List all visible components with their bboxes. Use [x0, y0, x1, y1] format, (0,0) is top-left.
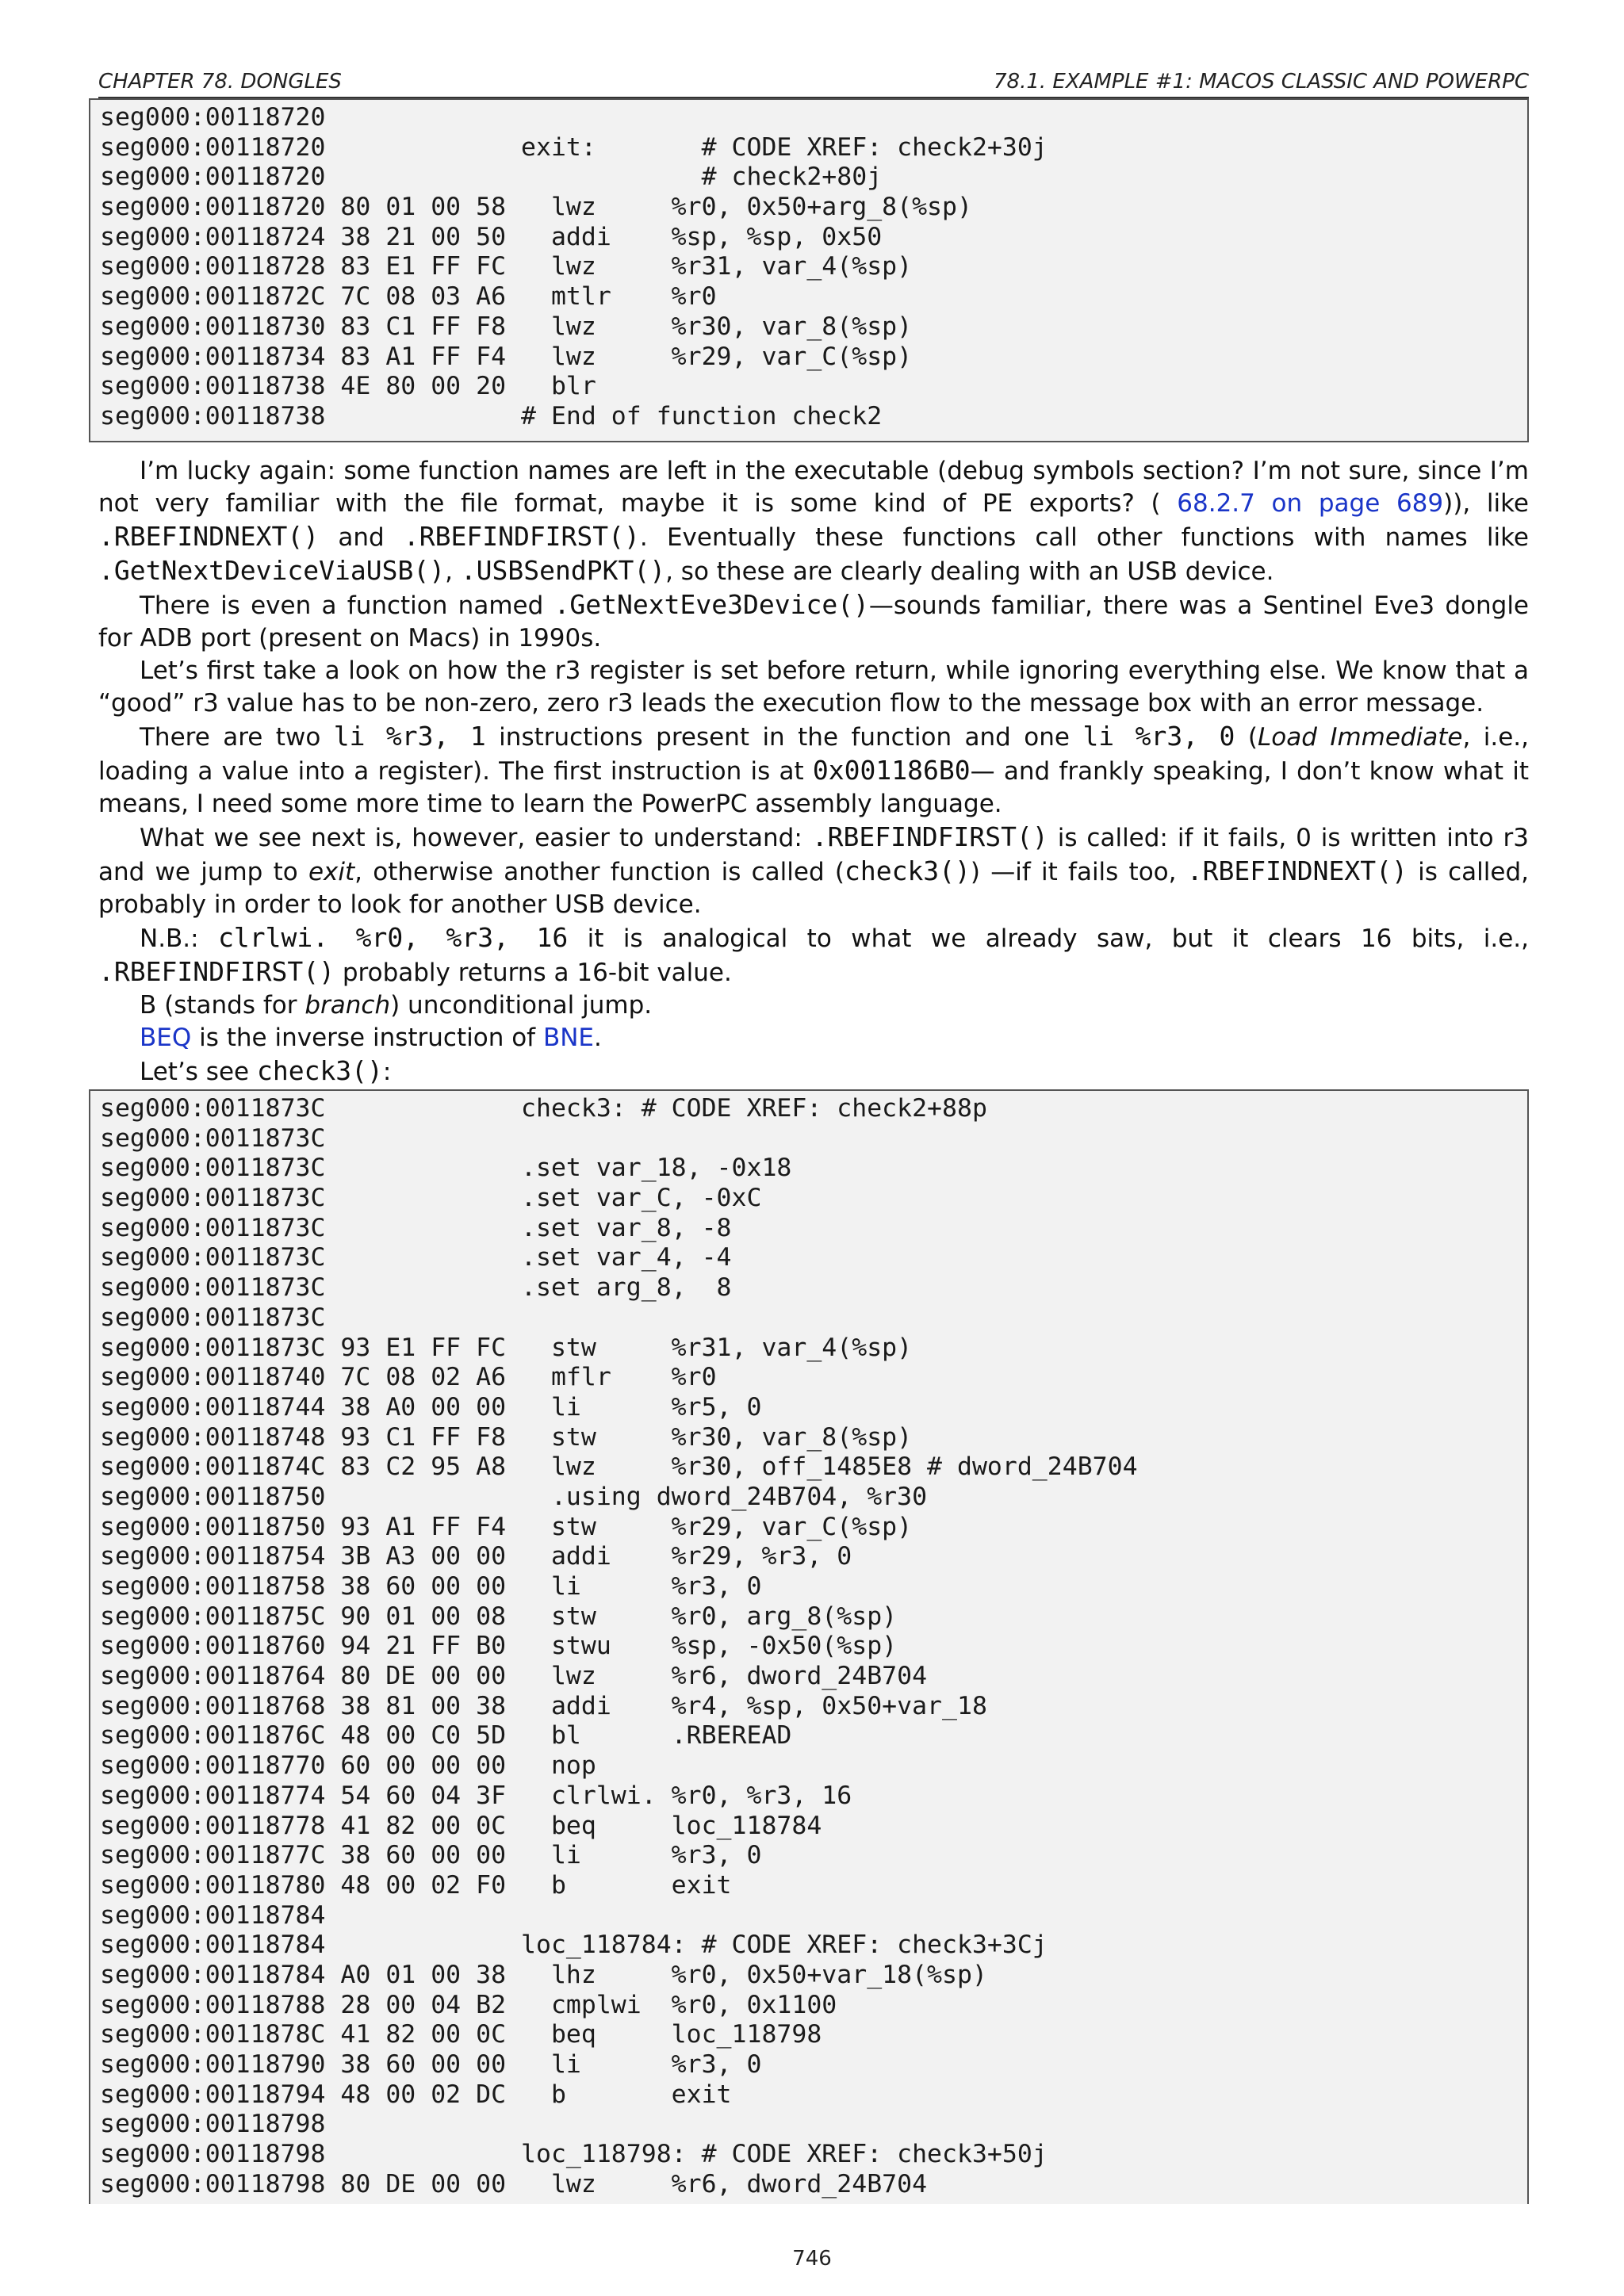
code-line: seg000:00118750 .using dword_24B704, %r30 — [100, 1482, 928, 1511]
text-run: B (stands for — [140, 991, 305, 1020]
text-run: , i.e., loading a value into a register). The first instruction is at — [98, 723, 1530, 786]
code-line: seg000:00118758 38 60 00 00 li %r3, 0 — [100, 1572, 762, 1601]
inline-code: li %r3, 1 — [333, 721, 486, 752]
text-run: Let’s see — [140, 1058, 257, 1086]
page-number: 746 — [792, 2247, 832, 2271]
text-run: )), like — [1443, 489, 1529, 518]
paragraph-eve3 — [98, 588, 1529, 655]
code-line: seg000:00118798 loc_118798: # CODE XREF: check3+50j — [100, 2140, 1048, 2169]
text-run: — and frankly speaking, I don’t know what it means, I need some more time to learn the PowerPC assembly language. — [98, 757, 1529, 818]
text-run: , — [445, 557, 461, 586]
italic-term: exit — [308, 858, 355, 886]
text-run: is called: if it fails, 0 is written into r3 and we jump to — [98, 824, 1530, 886]
paragraph-r3-register: Let’s first take a look on how the r3 register is set before return, while ignoring everything else. We know that a “good” r3 value has to be non-zero, zero r3 leads the execution flow to the message box with an error message. — [98, 656, 1529, 718]
text-run: and — [319, 523, 404, 552]
code-line: seg000:00118788 28 00 04 B2 cmplwi %r0, 0x1100 — [100, 1990, 837, 2019]
code-line: seg000:00118720 exit: # CODE XREF: check2+30j — [100, 132, 1048, 162]
text-run: ) —if it fails too, — [970, 858, 1187, 886]
text-run: ( — [1235, 723, 1258, 752]
code-line: seg000:0011875C 90 01 00 08 stw %r0, arg_8(%sp) — [100, 1601, 898, 1631]
code-line: seg000:00118720 # check2+80j — [100, 163, 883, 192]
code-line: seg000:0011873C .set var_8, -8 — [100, 1213, 732, 1242]
code-line: seg000:00118784 loc_118784: # CODE XREF: check3+3Cj — [100, 1931, 1048, 1960]
text-run: is the inverse instruction of — [191, 1024, 543, 1052]
paragraph-function-names — [98, 455, 1529, 588]
code-line: seg000:00118720 — [100, 103, 326, 132]
code-line: seg000:0011873C .set var_18, -0x18 — [100, 1154, 792, 1183]
code-line: seg000:00118734 83 A1 FF F4 lwz %r29, var_C(%sp) — [100, 342, 913, 371]
text-run: What we see next is, however, easier to understand: — [140, 824, 812, 852]
text-run: ) unconditional jump. — [390, 991, 653, 1020]
code-line: seg000:0011873C .set var_C, -0xC — [100, 1184, 762, 1213]
code-line: seg000:0011873C check3: # CODE XREF: check2+88p — [100, 1094, 987, 1123]
code-line: seg000:00118720 80 01 00 58 lwz %r0, 0x50+arg_8(%sp) — [100, 193, 972, 222]
code-line: seg000:0011873C — [100, 1303, 326, 1332]
code-line: seg000:00118780 48 00 02 F0 b exit — [100, 1870, 732, 1900]
code-line: seg000:00118784 A0 01 00 38 lhz %r0, 0x50+var_18(%sp) — [100, 1960, 987, 1989]
code-line: seg000:00118730 83 C1 FF F8 lwz %r30, var_8(%sp) — [100, 312, 913, 341]
text-run: is called, probably in order to look for another USB device. — [98, 858, 1530, 919]
code-line: seg000:0011874C 83 C2 95 A8 lwz %r30, off_1485E8 # dword_24B704 — [100, 1452, 1138, 1482]
code-line: seg000:0011878C 41 82 00 0C beq loc_118798 — [100, 2020, 822, 2049]
code-line: seg000:00118738 # End of function check2 — [100, 401, 883, 430]
inline-code: check3() — [256, 1055, 383, 1086]
text-run: N.B.: — [140, 924, 219, 953]
code-line: seg000:00118790 38 60 00 00 li %r3, 0 — [100, 2050, 762, 2079]
code-line: seg000:00118774 54 60 04 3F clrlwi. %r0, %r3, 16 — [100, 1781, 852, 1810]
code-line: seg000:0011873C 93 E1 FF FC stw %r31, var_4(%sp) — [100, 1333, 913, 1362]
paragraph-branch — [98, 989, 1529, 1022]
text-run: , so these are clearly dealing with an USB device. — [665, 557, 1274, 586]
text-run: There is even a function named — [140, 591, 554, 620]
text-run: . Eventually these functions call other functions with names like — [639, 523, 1530, 552]
code-line: seg000:0011872C 7C 08 03 A6 mtlr %r0 — [100, 282, 717, 312]
code-line: seg000:00118760 94 21 FF B0 stwu %sp, -0x50(%sp) — [100, 1632, 898, 1661]
inline-code: .USBSendPKT() — [460, 555, 666, 586]
cross-reference-link[interactable]: 68.2.7 on page 689 — [1177, 489, 1444, 518]
code-line: seg000:00118770 60 00 00 00 nop — [100, 1751, 596, 1781]
code-line: seg000:0011876C 48 00 C0 5D bl .RBEREAD — [100, 1721, 792, 1751]
chapter-title: CHAPTER 78. DONGLES — [98, 70, 342, 94]
text-run: . — [594, 1024, 602, 1052]
code-line: seg000:00118750 93 A1 FF F4 stw %r29, var_C(%sp) — [100, 1512, 913, 1541]
paragraph-clrlwi-note — [98, 921, 1529, 989]
text-run: There are two — [140, 723, 334, 752]
inline-code: li %r3, 0 — [1082, 721, 1235, 752]
inline-code: .RBEFINDNEXT() — [98, 521, 320, 552]
text-run: —sounds familiar, there was a Sentinel Eve3 dongle for ADB port (present on Macs) in 1990s. — [98, 591, 1529, 652]
text-run: : — [382, 1058, 392, 1086]
code-line: seg000:00118728 83 E1 FF FC lwz %r31, var_4(%sp) — [100, 252, 913, 281]
code-line: seg000:00118798 80 DE 00 00 lwz %r6, dword_24B704 — [100, 2169, 928, 2198]
code-line: seg000:00118724 38 21 00 50 addi %sp, %sp, 0x50 — [100, 222, 883, 251]
text-run: probably returns a 16-bit value. — [335, 959, 732, 987]
code-line: seg000:00118738 4E 80 00 20 blr — [100, 372, 596, 401]
code-listing-check2-exit — [89, 98, 1529, 442]
paragraph-rbefindfirst — [98, 821, 1529, 921]
text-run: instructions present in the function and one — [485, 723, 1083, 752]
section-title: 78.1. EXAMPLE #1: MACOS CLASSIC AND POWERPC — [994, 70, 1529, 94]
code-line: seg000:00118794 48 00 02 DC b exit — [100, 2080, 732, 2109]
code-line: seg000:00118784 — [100, 1900, 326, 1930]
text-run: I’m lucky again: some function names are left in the executable (debug symbols section? I’m not sure, since I’m not very familiar with the file format, maybe it is some kind of PE exports? ( — [98, 457, 1529, 518]
inline-code: .RBEFINDFIRST() — [98, 956, 335, 987]
code-line: seg000:0011873C .set var_4, -4 — [100, 1243, 732, 1272]
code-line: seg000:00118744 38 A0 00 00 li %r5, 0 — [100, 1392, 762, 1422]
code-line: seg000:00118754 3B A3 00 00 addi %r29, %r3, 0 — [100, 1542, 852, 1571]
paragraph-see-check3 — [98, 1054, 1529, 1089]
code-line: seg000:00118798 — [100, 2110, 326, 2139]
glossary-link-bne[interactable]: BNE — [542, 1024, 594, 1052]
inline-code: .GetNextDeviceViaUSB() — [98, 555, 446, 586]
inline-code: .RBEFINDFIRST() — [811, 821, 1048, 852]
code-line: seg000:00118748 93 C1 FF F8 stw %r30, var_8(%sp) — [100, 1422, 913, 1452]
code-line: seg000:0011877C 38 60 00 00 li %r3, 0 — [100, 1841, 762, 1870]
italic-term: branch — [304, 991, 391, 1020]
body-text — [98, 455, 1529, 1089]
inline-code: .GetNextEve3Device() — [553, 589, 869, 620]
running-header — [98, 68, 1529, 98]
inline-code: clrlwi. %r0, %r3, 16 — [218, 922, 569, 953]
code-listing-check3 — [89, 1089, 1529, 2204]
paragraph-li-instructions — [98, 720, 1529, 821]
inline-code: .RBEFINDFIRST() — [403, 521, 640, 552]
code-line: seg000:00118768 38 81 00 38 addi %r4, %sp, 0x50+var_18 — [100, 1691, 987, 1720]
text-run: , otherwise another function is called ( — [354, 858, 845, 886]
paragraph-beq-bne — [98, 1022, 1529, 1054]
inline-code: .RBEFINDNEXT() — [1186, 855, 1408, 886]
code-line: seg000:0011873C — [100, 1123, 326, 1153]
inline-code: 0x001186B0 — [812, 755, 971, 786]
text-run: it is analogical to what we already saw, but it clears 16 bits, i.e., — [568, 924, 1529, 953]
code-line: seg000:00118764 80 DE 00 00 lwz %r6, dword_24B704 — [100, 1662, 928, 1691]
code-line: seg000:0011873C .set arg_8, 8 — [100, 1273, 732, 1303]
code-line: seg000:00118740 7C 08 02 A6 mflr %r0 — [100, 1363, 717, 1392]
inline-code: check3() — [844, 855, 971, 886]
code-line: seg000:00118778 41 82 00 0C beq loc_118784 — [100, 1811, 822, 1840]
italic-term: Load Immediate — [1257, 723, 1463, 752]
glossary-link-beq[interactable]: BEQ — [140, 1024, 192, 1052]
